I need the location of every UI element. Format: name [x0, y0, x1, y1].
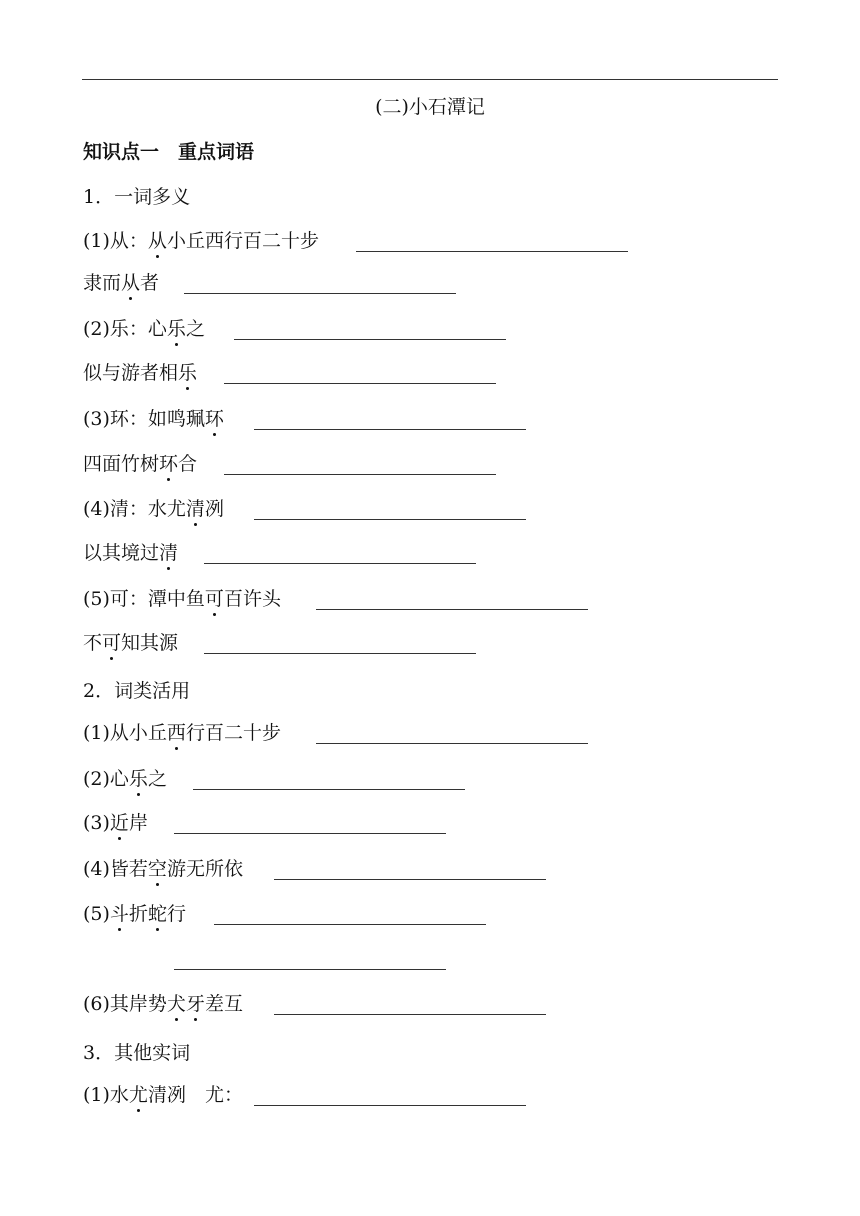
emphasized-character: 斗	[109, 903, 129, 925]
question-text: 知其源	[121, 632, 179, 654]
question-text: 小丘西行百二十步	[166, 230, 319, 252]
subheading: 1．一词多义	[83, 186, 191, 208]
question-line	[83, 721, 281, 745]
question-text: 之	[185, 318, 205, 340]
answer-blank[interactable]	[174, 969, 446, 970]
answer-blank[interactable]	[234, 339, 506, 340]
answer-blank[interactable]	[274, 879, 546, 880]
answer-blank[interactable]	[184, 293, 456, 294]
question-line	[83, 811, 148, 835]
question-text: 行	[166, 903, 186, 925]
question-text: 百许头	[223, 588, 281, 610]
answer-blank[interactable]	[254, 519, 526, 520]
question-text: (6)其岸势	[83, 993, 167, 1015]
top-rule	[82, 79, 778, 80]
question-text: 不	[83, 632, 103, 654]
emphasized-character: 犬	[166, 993, 186, 1015]
question-line	[83, 541, 178, 565]
answer-blank[interactable]	[274, 1014, 546, 1015]
answer-blank[interactable]	[193, 789, 465, 790]
emphasized-character: 清	[185, 498, 205, 520]
question-line	[83, 317, 205, 341]
emphasized-character: 尤	[128, 1084, 148, 1106]
question-line	[83, 631, 178, 655]
question-line	[83, 992, 243, 1016]
question-text: (4)皆若	[83, 858, 148, 880]
question-line	[83, 229, 319, 253]
question-text: 合	[178, 453, 198, 475]
question-text: 行百二十步	[185, 722, 281, 744]
emphasized-character: 西	[166, 722, 186, 744]
emphasized-character: 环	[159, 453, 179, 475]
answer-blank[interactable]	[224, 383, 496, 384]
emphasized-character: 清	[159, 542, 179, 564]
emphasized-character: 从	[147, 230, 167, 252]
emphasized-character: 牙	[185, 993, 205, 1015]
emphasized-character: 乐	[178, 362, 198, 384]
subheading: 2．词类活用	[83, 680, 191, 702]
answer-blank[interactable]	[316, 609, 588, 610]
question-text: 差互	[204, 993, 243, 1015]
emphasized-character: 可	[204, 588, 224, 610]
question-text: (3)环：如鸣珮	[83, 408, 205, 430]
answer-blank[interactable]	[214, 924, 486, 925]
emphasized-character: 从	[121, 272, 141, 294]
emphasized-character: 可	[102, 632, 122, 654]
question-line	[83, 857, 243, 881]
question-line	[83, 271, 159, 295]
question-text: (3)	[83, 812, 110, 834]
question-text: (1)从：	[83, 230, 148, 252]
question-text: (1)从小丘	[83, 722, 167, 744]
emphasized-character: 蛇	[147, 903, 167, 925]
question-line	[83, 497, 224, 521]
answer-blank[interactable]	[204, 653, 476, 654]
emphasized-character: 乐	[128, 768, 148, 790]
emphasized-character: 近	[109, 812, 129, 834]
question-line	[83, 587, 281, 611]
question-line	[83, 361, 197, 385]
subheading: 3．其他实词	[83, 1042, 191, 1064]
question-text: 以其境过	[83, 542, 160, 564]
question-text: 之	[147, 768, 167, 790]
question-text: 清冽 尤：	[147, 1084, 243, 1106]
question-line	[83, 407, 224, 431]
question-text: 四面竹树	[83, 453, 160, 475]
answer-blank[interactable]	[224, 474, 496, 475]
question-line	[83, 452, 197, 476]
question-text: 岸	[128, 812, 148, 834]
question-text: (2)乐：心	[83, 318, 167, 340]
question-text: 冽	[204, 498, 224, 520]
section-heading: 知识点一 重点词语	[83, 141, 255, 163]
question-line	[83, 902, 186, 926]
page-title: (二)小石潭记	[375, 96, 485, 118]
emphasized-character: 环	[204, 408, 224, 430]
question-text: 似与游者相	[83, 362, 179, 384]
question-text: 者	[140, 272, 160, 294]
question-text: (1)水	[83, 1084, 129, 1106]
question-line	[83, 767, 167, 791]
question-text: 游无所依	[166, 858, 243, 880]
answer-blank[interactable]	[204, 563, 476, 564]
question-text: 折	[128, 903, 148, 925]
question-line	[83, 1083, 243, 1107]
question-text: 隶而	[83, 272, 122, 294]
question-text: (2)心	[83, 768, 129, 790]
answer-blank[interactable]	[254, 429, 526, 430]
question-text: (5)	[83, 903, 110, 925]
emphasized-character: 乐	[166, 318, 186, 340]
emphasized-character: 空	[147, 858, 167, 880]
answer-blank[interactable]	[254, 1105, 526, 1106]
answer-blank[interactable]	[174, 833, 446, 834]
question-text: (4)清：水尤	[83, 498, 186, 520]
answer-blank[interactable]	[356, 251, 628, 252]
answer-blank[interactable]	[316, 743, 588, 744]
question-text: (5)可：潭中鱼	[83, 588, 205, 610]
